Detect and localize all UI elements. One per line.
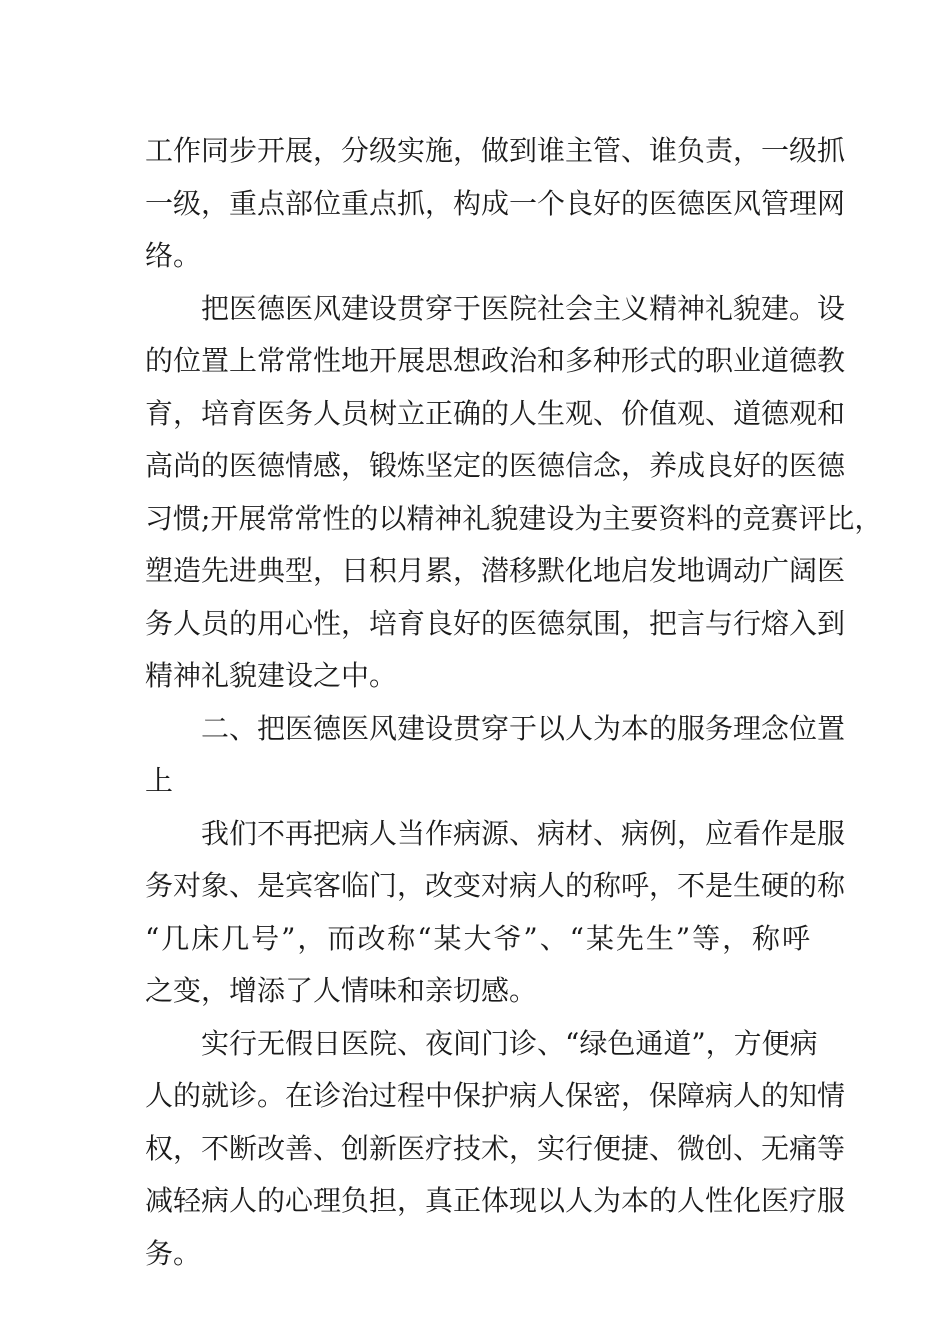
text-line: 习惯;开展常常性的以精神礼貌建设为主要资料的竞赛评比， <box>145 501 883 535</box>
text-line: “几床几号”，而改称“某大爷”、“某先生”等，称呼 <box>145 921 810 955</box>
paragraph-3 <box>145 808 846 1018</box>
text-line: 之变，增添了人情味和亲切感。 <box>145 974 538 1007</box>
text-line: 的位置上常常性地开展思想政治和多种形式的职业道德教 <box>145 344 846 377</box>
text-line: 务人员的用心性，培育良好的医德氛围，把言与行熔入到 <box>145 606 846 640</box>
text-line: 育，培育医务人员树立正确的人生观、价值观、道德观和 <box>145 396 846 430</box>
paragraph-4 <box>145 1018 846 1281</box>
text-line: 工作同步开展，分级实施，做到谁主管、谁负责，一级抓 <box>145 134 846 167</box>
text-line: 减轻病人的心理负担，真正体现以人为本的人性化医疗服 <box>145 1184 846 1217</box>
text-line: 一级，重点部位重点抓，构成一个良好的医德医风管理网 <box>145 186 846 220</box>
text-line: 实行无假日医院、夜间门诊、“绿色通道”，方便病 <box>201 1026 818 1060</box>
paragraph-2 <box>145 283 883 703</box>
text-line: 精神礼貌建设之中。 <box>145 659 398 692</box>
text-line: 务。 <box>145 1236 202 1270</box>
text-line: 络。 <box>145 239 202 272</box>
paragraph-1 <box>145 125 846 283</box>
text-line: 二、把医德医风建设贯穿于以人为本的服务理念位置 <box>201 711 846 745</box>
text-line: 高尚的医德情感，锻炼坚定的医德信念，养成良好的医德 <box>145 449 846 482</box>
section-heading <box>145 703 846 808</box>
text-line: 人的就诊。在诊治过程中保护病人保密，保障病人的知情 <box>145 1079 846 1112</box>
text-line: 务对象、是宾客临门，改变对病人的称呼，不是生硬的称 <box>145 869 846 902</box>
text-line: 塑造先进典型，日积月累，潜移默化地启发地调动广阔医 <box>145 554 846 587</box>
text-line: 上 <box>145 764 174 797</box>
document-body <box>145 125 883 1280</box>
text-line: 权，不断改善、创新医疗技术，实行便捷、微创、无痛等 <box>145 1131 846 1165</box>
text-line: 我们不再把病人当作病源、病材、病例，应看作是服 <box>201 816 846 850</box>
text-line: 把医德医风建设贯穿于医院社会主义精神礼貌建。设 <box>201 291 846 325</box>
